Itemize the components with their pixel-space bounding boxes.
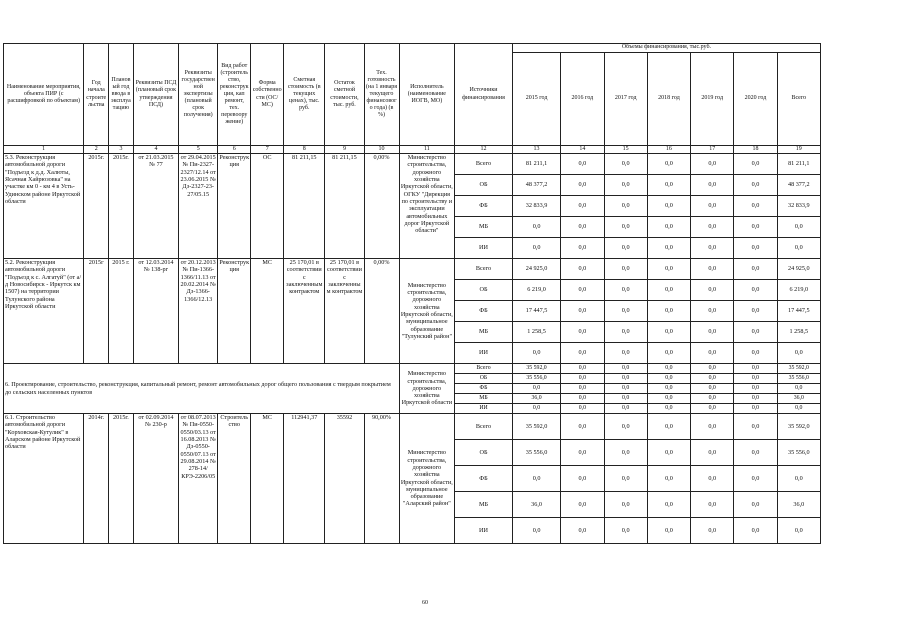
funding-value: 0,0 — [734, 280, 777, 301]
funding-value: 0,0 — [561, 196, 604, 217]
column-number: 4 — [133, 146, 178, 154]
funding-total: 24 925,0 — [777, 259, 820, 280]
psd-details: от 02.09.2014 № 230-р — [133, 414, 178, 544]
table-row — [4, 259, 821, 280]
funding-value: 0,0 — [734, 154, 777, 175]
executor: Министерство строительства, дорожного хозяйства Иркутской области — [399, 364, 455, 414]
funding-value: 24 925,0 — [512, 259, 560, 280]
funding-total: 6 219,0 — [777, 280, 820, 301]
funding-value: 0,0 — [647, 466, 690, 492]
funding-value: 0,0 — [734, 466, 777, 492]
funding-value: 0,0 — [734, 492, 777, 518]
funding-source: ИИ — [455, 238, 513, 259]
funding-table-sheet — [3, 43, 821, 544]
readiness: 90,00% — [364, 414, 399, 544]
funding-value: 0,0 — [734, 343, 777, 364]
funding-value: 0,0 — [604, 374, 647, 384]
column-number: 18 — [734, 146, 777, 154]
readiness: 0,00% — [364, 154, 399, 259]
funding-value: 0,0 — [561, 414, 604, 440]
funding-value: 0,0 — [734, 364, 777, 374]
funding-value: 0,0 — [561, 280, 604, 301]
year-start: 2014г. — [84, 414, 109, 544]
funding-value: 0,0 — [691, 175, 734, 196]
funding-value: 0,0 — [691, 196, 734, 217]
funding-value: 0,0 — [604, 440, 647, 466]
expertise-details: от 20.12.2013 № Пи-1366-1366/11.13 от 20.02.2014 № Дз-1366-1366/12.13 — [179, 259, 218, 364]
column-number-row — [4, 146, 821, 154]
column-number: 14 — [561, 146, 604, 154]
funding-value: 0,0 — [691, 374, 734, 384]
funding-total: 35 592,0 — [777, 414, 820, 440]
funding-value: 0,0 — [691, 322, 734, 343]
funding-value: 0,0 — [734, 374, 777, 384]
funding-value: 0,0 — [512, 466, 560, 492]
executor: Министерство строительства, дорожного хозяйства Иркутской области, ОГКУ "Дирекция по строительству и эксплуатации автомобильных дорог Иркутской области" — [399, 154, 455, 259]
estimate-cost: 81 211,15 — [284, 154, 325, 259]
funding-source: Всего — [455, 259, 513, 280]
column-number: 13 — [512, 146, 560, 154]
ownership: ОС — [251, 154, 284, 259]
funding-value: 0,0 — [604, 154, 647, 175]
funding-value: 0,0 — [734, 301, 777, 322]
funding-value: 0,0 — [647, 280, 690, 301]
funding-total: 48 377,2 — [777, 175, 820, 196]
object-name: 5.2. Реконструкция автомобильной дороги "Подъезд к с. Алгатуй" (от а/д Новосибирск - Иркутск км 1507) на территории Тулунского района Иркутской области — [4, 259, 84, 364]
funding-value: 0,0 — [561, 492, 604, 518]
funding-source: ФБ — [455, 384, 513, 394]
funding-total: 0,0 — [777, 518, 820, 544]
header-work-type: Вид работ (строительство, реконструкция, кап ремонт, тех. перевооружение) — [218, 44, 251, 146]
header-year: 2017 год — [604, 53, 647, 146]
funding-total: 32 833,9 — [777, 196, 820, 217]
funding-value: 0,0 — [647, 364, 690, 374]
executor: Министерство строительства, дорожного хозяйства Иркутской области, муниципальное образование "Тулунский район" — [399, 259, 455, 364]
funding-value: 35 556,0 — [512, 440, 560, 466]
funding-value: 0,0 — [561, 154, 604, 175]
funding-value: 0,0 — [647, 301, 690, 322]
funding-value: 0,0 — [561, 217, 604, 238]
expertise-details: от 29.04.2015 № Пи-2327-2327/12.14 от 23.06.2015 № Дз-2327-23-27/05.15 — [179, 154, 218, 259]
table-row — [4, 414, 821, 440]
funding-value: 0,0 — [512, 217, 560, 238]
funding-value: 0,0 — [604, 175, 647, 196]
funding-value: 48 377,2 — [512, 175, 560, 196]
funding-source: ИИ — [455, 518, 513, 544]
funding-value: 0,0 — [691, 154, 734, 175]
funding-value: 0,0 — [604, 280, 647, 301]
funding-total: 0,0 — [777, 404, 820, 414]
funding-value: 0,0 — [561, 238, 604, 259]
funding-value: 1 258,5 — [512, 322, 560, 343]
funding-value: 0,0 — [691, 217, 734, 238]
funding-value: 0,0 — [734, 394, 777, 404]
header-year: 2016 год — [561, 53, 604, 146]
header-funding-group: Объемы финансирования, тыс.руб. — [512, 44, 820, 53]
funding-value: 35 592,0 — [512, 364, 560, 374]
funding-value: 35 556,0 — [512, 374, 560, 384]
column-number: 12 — [455, 146, 513, 154]
funding-value: 0,0 — [734, 404, 777, 414]
funding-value: 0,0 — [647, 384, 690, 394]
work-type: Реконструкция — [218, 154, 251, 259]
remaining-cost: 25 170,01 в соответствии с заключенным контрактом — [325, 259, 364, 364]
header-executor: Исполнитель (наименование ИОГВ, МО) — [399, 44, 455, 146]
remaining-cost: 81 211,15 — [325, 154, 364, 259]
readiness: 0,00% — [364, 259, 399, 364]
ownership: МС — [251, 414, 284, 544]
psd-details: от 12.03.2014 № 138-рг — [133, 259, 178, 364]
funding-value: 0,0 — [647, 322, 690, 343]
funding-value: 0,0 — [691, 280, 734, 301]
funding-value: 0,0 — [561, 322, 604, 343]
year-planned: 2015 г. — [109, 259, 134, 364]
funding-value: 0,0 — [604, 259, 647, 280]
funding-value: 0,0 — [647, 196, 690, 217]
funding-total: 35 556,0 — [777, 440, 820, 466]
funding-total: 0,0 — [777, 238, 820, 259]
column-number: 5 — [179, 146, 218, 154]
funding-source: ИИ — [455, 404, 513, 414]
header-ownership: Форма собственности (ОС/МС) — [251, 44, 284, 146]
funding-value: 0,0 — [647, 217, 690, 238]
estimate-cost: 25 170,01 в соответствии с заключенным контрактом — [284, 259, 325, 364]
header-year: 2018 год — [647, 53, 690, 146]
funding-value: 0,0 — [604, 364, 647, 374]
column-number: 16 — [647, 146, 690, 154]
work-type: Реконструкция — [218, 259, 251, 364]
funding-total: 1 258,5 — [777, 322, 820, 343]
funding-value: 0,0 — [647, 394, 690, 404]
funding-source: ИИ — [455, 343, 513, 364]
estimate-cost: 112941,37 — [284, 414, 325, 544]
funding-total: 36,0 — [777, 492, 820, 518]
funding-value: 0,0 — [604, 301, 647, 322]
header-expertise: Реквизиты государственной экспертизы (плановый срок получения) — [179, 44, 218, 146]
section-title: 6. Проектирование, строительство, реконструкция, капитальный ремонт, ремонт автомобильных дорог общего пользования с твердым покрытием до сельских населенных пунктов — [4, 364, 400, 414]
funding-value: 0,0 — [512, 384, 560, 394]
funding-value: 0,0 — [647, 518, 690, 544]
funding-value: 0,0 — [561, 364, 604, 374]
funding-value: 0,0 — [647, 374, 690, 384]
funding-value: 0,0 — [561, 466, 604, 492]
funding-table — [3, 43, 821, 544]
funding-value: 0,0 — [604, 238, 647, 259]
psd-details: от 21.03.2015 № 77 — [133, 154, 178, 259]
header-name: Наименование мероприятия, объекта ПИР (с расшифровкой по объектам) — [4, 44, 84, 146]
funding-value: 0,0 — [561, 343, 604, 364]
funding-source: ОБ — [455, 280, 513, 301]
funding-total: 17 447,5 — [777, 301, 820, 322]
funding-source: ФБ — [455, 196, 513, 217]
funding-source: ФБ — [455, 466, 513, 492]
funding-value: 0,0 — [734, 414, 777, 440]
funding-source: Всего — [455, 154, 513, 175]
funding-value: 0,0 — [691, 404, 734, 414]
funding-source: ОБ — [455, 374, 513, 384]
header-psd: Реквизиты ПСД (плановый срок утверждения ПСД) — [133, 44, 178, 146]
funding-value: 0,0 — [734, 238, 777, 259]
year-start: 2015г — [84, 259, 109, 364]
funding-total: 0,0 — [777, 466, 820, 492]
page-number: 60 — [422, 600, 428, 606]
work-type: Строительство — [218, 414, 251, 544]
funding-value: 0,0 — [691, 259, 734, 280]
funding-value: 0,0 — [512, 238, 560, 259]
year-start: 2015г. — [84, 154, 109, 259]
table-row — [4, 364, 821, 374]
column-number: 19 — [777, 146, 820, 154]
funding-value: 0,0 — [561, 394, 604, 404]
funding-source: МБ — [455, 492, 513, 518]
header-year: 2020 год — [734, 53, 777, 146]
funding-value: 0,0 — [691, 364, 734, 374]
funding-value: 0,0 — [561, 374, 604, 384]
funding-value: 36,0 — [512, 492, 560, 518]
funding-value: 0,0 — [691, 238, 734, 259]
header-sources: Источники финансирования — [455, 44, 513, 146]
funding-value: 0,0 — [561, 518, 604, 544]
column-number: 7 — [251, 146, 284, 154]
funding-value: 0,0 — [512, 404, 560, 414]
funding-value: 0,0 — [561, 404, 604, 414]
funding-value: 0,0 — [604, 518, 647, 544]
funding-value: 0,0 — [734, 217, 777, 238]
column-number: 6 — [218, 146, 251, 154]
funding-value: 0,0 — [647, 259, 690, 280]
funding-value: 0,0 — [604, 492, 647, 518]
funding-value: 81 211,1 — [512, 154, 560, 175]
funding-value: 0,0 — [647, 238, 690, 259]
column-number: 15 — [604, 146, 647, 154]
funding-value: 0,0 — [604, 466, 647, 492]
column-number: 10 — [364, 146, 399, 154]
funding-value: 0,0 — [561, 301, 604, 322]
funding-value: 0,0 — [691, 466, 734, 492]
funding-value: 0,0 — [604, 414, 647, 440]
header-remaining: Остаток сметной стоимости, тыс. руб. — [325, 44, 364, 146]
table-row — [4, 154, 821, 175]
header-readiness: Тех. готовность (на 1 января текущего финансового года) (в %) — [364, 44, 399, 146]
funding-value: 0,0 — [734, 384, 777, 394]
funding-source: Всего — [455, 364, 513, 374]
funding-value: 0,0 — [604, 384, 647, 394]
funding-source: ФБ — [455, 301, 513, 322]
year-planned: 2015г. — [109, 414, 134, 544]
column-number: 17 — [691, 146, 734, 154]
funding-value: 0,0 — [691, 414, 734, 440]
funding-source: Всего — [455, 414, 513, 440]
funding-source: МБ — [455, 322, 513, 343]
funding-value: 0,0 — [734, 259, 777, 280]
funding-source: ОБ — [455, 440, 513, 466]
column-number: 8 — [284, 146, 325, 154]
funding-value: 0,0 — [604, 394, 647, 404]
funding-value: 0,0 — [691, 492, 734, 518]
header-total: Всего — [777, 53, 820, 146]
funding-value: 17 447,5 — [512, 301, 560, 322]
column-number: 2 — [84, 146, 109, 154]
header-year: 2015 год — [512, 53, 560, 146]
funding-value: 0,0 — [604, 217, 647, 238]
object-name: 5.3. Реконструкция автомобильной дороги "Подъезд к д.д. Халюты, Ясачная Хайрюзовка" на участке км 0 - км 4 в Усть-Удинском районе Иркутской области — [4, 154, 84, 259]
funding-value: 0,0 — [604, 196, 647, 217]
funding-value: 0,0 — [691, 440, 734, 466]
column-number: 11 — [399, 146, 455, 154]
funding-value: 0,0 — [647, 492, 690, 518]
funding-value: 0,0 — [734, 175, 777, 196]
header-estimate: Сметная стоимость (в текущих ценах), тыс. руб. — [284, 44, 325, 146]
funding-value: 0,0 — [691, 518, 734, 544]
funding-source: МБ — [455, 394, 513, 404]
funding-value: 36,0 — [512, 394, 560, 404]
funding-value: 0,0 — [647, 404, 690, 414]
funding-total: 0,0 — [777, 343, 820, 364]
funding-value: 0,0 — [647, 343, 690, 364]
funding-value: 0,0 — [604, 404, 647, 414]
funding-total: 0,0 — [777, 217, 820, 238]
funding-value: 32 833,9 — [512, 196, 560, 217]
funding-value: 6 219,0 — [512, 280, 560, 301]
column-number: 3 — [109, 146, 134, 154]
funding-value: 0,0 — [561, 384, 604, 394]
funding-value: 0,0 — [512, 343, 560, 364]
funding-value: 0,0 — [604, 343, 647, 364]
funding-source: МБ — [455, 217, 513, 238]
funding-total: 81 211,1 — [777, 154, 820, 175]
funding-source: ОБ — [455, 175, 513, 196]
executor: Министерство строительства, дорожного хозяйства Иркутской области, муниципальное образование "Аларский район" — [399, 414, 455, 544]
funding-value: 0,0 — [561, 440, 604, 466]
funding-value: 0,0 — [604, 322, 647, 343]
funding-value: 0,0 — [561, 175, 604, 196]
funding-value: 0,0 — [647, 175, 690, 196]
funding-value: 0,0 — [647, 440, 690, 466]
funding-value: 0,0 — [512, 518, 560, 544]
funding-value: 0,0 — [691, 394, 734, 404]
remaining-cost: 35592 — [325, 414, 364, 544]
column-number: 1 — [4, 146, 84, 154]
expertise-details: от 08.07.2013 № Пи-0550-0550/03.13 от 16.08.2013 № Дз-0550-0550/07.13 от 29.08.2014 № 278-14/КРЭ-2206/05 — [179, 414, 218, 544]
funding-value: 0,0 — [691, 343, 734, 364]
funding-total: 36,0 — [777, 394, 820, 404]
header-year: 2019 год — [691, 53, 734, 146]
header-year-planned: Плановый год ввода в эксплуатацию — [109, 44, 134, 146]
funding-value: 0,0 — [561, 259, 604, 280]
funding-total: 35 592,0 — [777, 364, 820, 374]
year-planned: 2015г. — [109, 154, 134, 259]
funding-value: 0,0 — [691, 301, 734, 322]
header-year-start: Год начала строительства — [84, 44, 109, 146]
funding-value: 0,0 — [647, 154, 690, 175]
funding-value: 0,0 — [734, 196, 777, 217]
funding-value: 0,0 — [691, 384, 734, 394]
funding-value: 0,0 — [647, 414, 690, 440]
funding-value: 0,0 — [734, 322, 777, 343]
object-name: 6.1. Строительство автомобильной дороги "Корховская-Кутулик" в Аларском районе Иркутской области — [4, 414, 84, 544]
ownership: МС — [251, 259, 284, 364]
funding-total: 35 556,0 — [777, 374, 820, 384]
funding-value: 35 592,0 — [512, 414, 560, 440]
funding-value: 0,0 — [734, 440, 777, 466]
column-number: 9 — [325, 146, 364, 154]
funding-value: 0,0 — [734, 518, 777, 544]
funding-total: 0,0 — [777, 384, 820, 394]
